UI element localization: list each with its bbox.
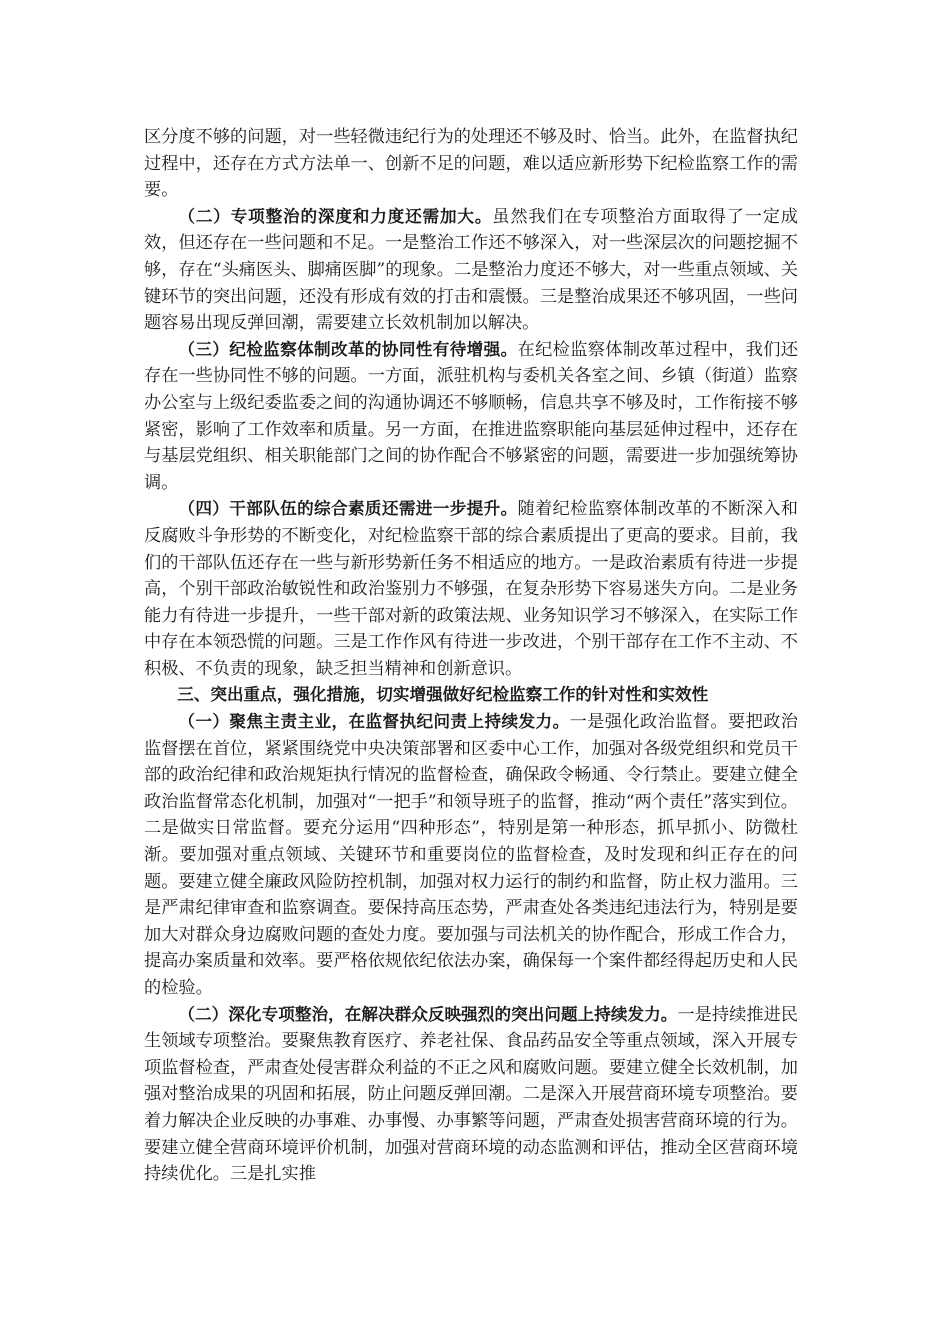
paragraph-deepen-rectification [144, 1002, 798, 1188]
paragraph-cadre-quality [144, 496, 798, 682]
paragraph-heading: （二）深化专项整治，在解决群众反映强烈的突出问题上持续发力。 [178, 1004, 678, 1024]
paragraph-heading: （一）聚焦主责主业，在监督执纪问责上持续发力。 [178, 712, 570, 732]
paragraph-reform-coordination [144, 337, 798, 497]
paragraph-body: 虽然我们在专项整治方面取得了一定成效，但还存在一些问题和不足。一是整治工作还不够深入，对一些深层次的问题挖掘不够，存在“头痛医头、脚痛医脚”的现象。二是整治力度还不够大，对一些重点领域、关键环节的突出问题，还没有形成有效的打击和震慑。三是整治成果还不够巩固，一些问题容易出现反弹回潮，需要建立长效机制加以解决。 [144, 206, 798, 334]
paragraph-heading: （三）纪检监察体制改革的协同性有待增强。 [178, 339, 518, 359]
paragraph-body: 一是强化政治监督。要把政治监督摆在首位，紧紧围绕党中央决策部署和区委中心工作，加强对各级党组织和党员干部的政治纪律和政治规矩执行情况的监督检查，确保政令畅通、令行禁止。要建立健全政治监督常态化机制，加强对“一把手”和领导班子的监督，推动“两个责任”落实到位。二是做实日常监督。要充分运用“四种形态”，特别是第一种形态，抓早抓小、防微杜渐。要加强对重点领域、关键环节和重要岗位的监督检查，及时发现和纠正存在的问题。要建立健全廉政风险防控机制，加强对权力运行的制约和监督，防止权力滥用。三是严肃纪律审查和监察调查。要保持高压态势，严肃查处各类违纪违法行为，特别是要加大对群众身边腐败问题的查处力度。要加强与司法机关的协作配合，形成工作合力，提高办案质量和效率。要严格依规依纪依法办案，确保每一个案件都经得起历史和人民的检验。 [144, 712, 798, 998]
paragraph-body: 随着纪检监察体制改革的不断深入和反腐败斗争形势的不断变化，对纪检监察干部的综合素质提出了更高的要求。目前，我们的干部队伍还存在一些与新形势新任务不相适应的地方。一是政治素质有待进一步提高，个别干部政治敏锐性和政治鉴别力不够强，在复杂形势下容易迷失方向。二是业务能力有待进一步提升，一些干部对新的政策法规、业务知识学习不够深入，在实际工作中存在本领恐慌的问题。三是工作作风有待进一步改进，个别干部存在工作不主动、不积极、不负责的现象，缺乏担当精神和创新意识。 [144, 499, 798, 679]
document-page [144, 124, 798, 1188]
paragraph-heading: （二）专项整治的深度和力度还需加大。 [178, 206, 493, 226]
paragraph-body: 在纪检监察体制改革过程中，我们还存在一些协同性不够的问题。一方面，派驻机构与委机关各室之间、乡镇（街道）监察办公室与上级纪委监委之间的沟通协调还不够顺畅，信息共享不够及时，工作衔接不够紧密，影响了工作效率和质量。另一方面，在推进监察职能向基层延伸过程中，还存在与基层党组织、相关职能部门之间的协作配合不够紧密的问题，需要进一步加强统筹协调。 [144, 339, 798, 493]
paragraph-continuation: 区分度不够的问题，对一些轻微违纪行为的处理还不够及时、恰当。此外，在监督执纪过程中，还存在方式方法单一、创新不足的问题，难以适应新形势下纪检监察工作的需要。 [144, 127, 798, 201]
paragraph-special-rectification-depth [144, 204, 798, 337]
paragraph-body: 一是持续推进民生领域专项整治。要聚焦教育医疗、养老社保、食品药品安全等重点领域，深入开展专项监督检查，严肃查处侵害群众利益的不正之风和腐败问题。要建立健全长效机制，加强对整治成果的巩固和拓展，防止问题反弹回潮。二是深入开展营商环境专项整治。要着力解决企业反映的办事难、办事慢、办事繁等问题，严肃查处损害营商环境的行为。要建立健全营商环境评价机制，加强对营商环境的动态监测和评估，推动全区营商环境持续优化。三是扎实推 [144, 1004, 798, 1185]
section-heading: 三、突出重点，强化措施，切实增强做好纪检监察工作的针对性和实效性 [177, 685, 709, 705]
paragraph-supervision-focus [144, 709, 798, 1002]
paragraph-heading: （四）干部队伍的综合素质还需进一步提升。 [178, 499, 518, 519]
